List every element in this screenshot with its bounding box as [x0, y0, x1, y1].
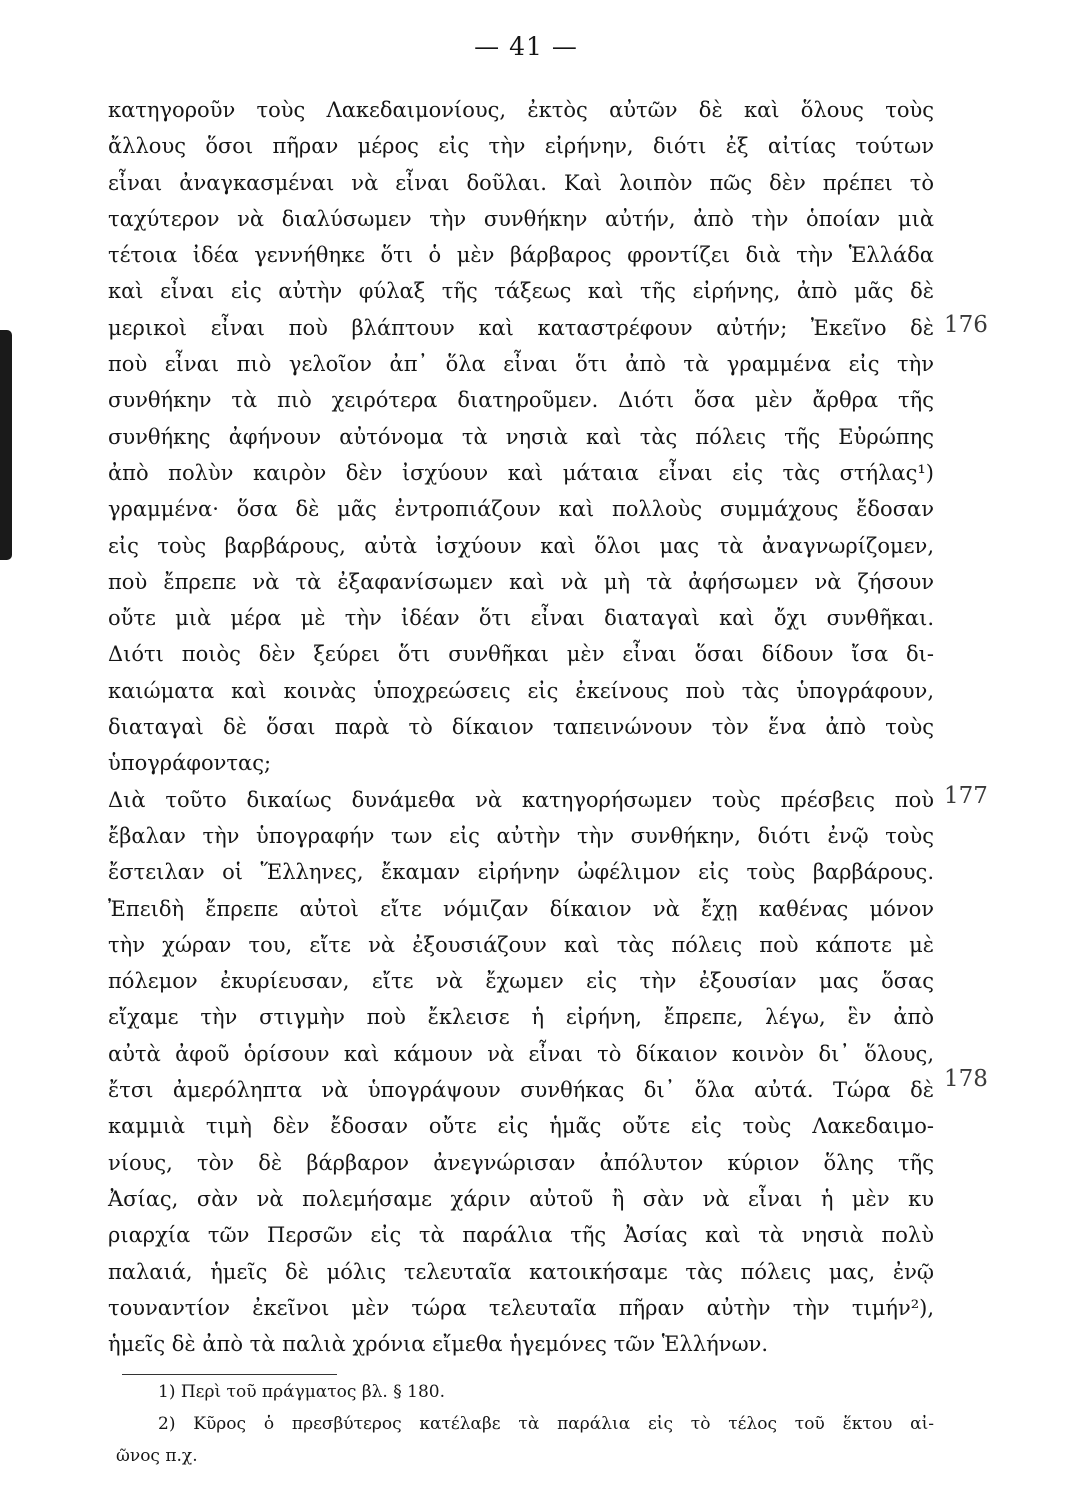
text-line: Ἀσίας, σὰν νὰ πολεμήσαμε χάριν αὐτοῦ ἢ σὰν νὰ εἶναι ἡ μὲν κυ: [108, 1186, 934, 1211]
body-text: [108, 92, 934, 1362]
margin-section-number: 176: [944, 312, 988, 338]
text-line: γραμμένα· ὅσα δὲ μᾶς ἐντροπιάζουν καὶ πολλοὺς συμμάχους ἔδοσαν: [108, 497, 934, 522]
footnotes: [108, 1376, 934, 1472]
text-line: Ἐπειδὴ ἔπρεπε αὐτοὶ εἴτε νόμιζαν δίκαιον νὰ ἔχῃ καθένας μόνον: [108, 896, 934, 921]
text-line: οὔτε μιὰ μέρα μὲ τὴν ἰδέαν ὅτι εἶναι διαταγαὶ καὶ ὄχι συνθῆκαι.: [108, 606, 934, 631]
text-line: αὐτὰ ἀφοῦ ὁρίσουν καὶ κάμουν νὰ εἶναι τὸ δίκαιον κοινὸν δι᾿ ὅλους,: [108, 1041, 934, 1066]
text-line: εἴχαμε τὴν στιγμὴν ποὺ ἔκλεισε ἡ εἰρήνη, ἔπρεπε, λέγω, ἓν ἀπὸ: [108, 1005, 934, 1030]
footnote-2: 2) Κῦρος ὁ πρεσβύτερος κατέλαβε τὰ παράλια εἰς τὸ τέλος τοῦ ἕκτου αἰ-: [158, 1414, 934, 1434]
text-line: συνθήκην τὰ πιὸ χειρότερα διατηροῦμεν. Διότι ὅσα μὲν ἄρθρα τῆς: [108, 388, 934, 413]
text-line: κατηγοροῦν τοὺς Λακεδαιμονίους, ἐκτὸς αὐτῶν δὲ καὶ ὅλους τοὺς: [108, 98, 934, 122]
text-line: τὴν χώραν του, εἴτε νὰ ἐξουσιάζουν καὶ τὰς πόλεις ποὺ κάποτε μὲ: [108, 932, 934, 957]
book-binding-edge: [0, 330, 12, 560]
text-line: τέτοια ἰδέα γεννήθηκε ὅτι ὁ μὲν βάρβαρος φροντίζει διὰ τὴν Ἑλλάδα: [108, 243, 934, 268]
footnote-1: 1) Περὶ τοῦ πράγματος βλ. § 180.: [158, 1382, 445, 1402]
text-line: ποὺ ἔπρεπε νὰ τὰ ἐξαφανίσωμεν καὶ νὰ μὴ τὰ ἀφήσωμεν νὰ ζήσουν: [108, 569, 934, 594]
margin-section-number: 178: [944, 1066, 988, 1092]
footnote-rule: [122, 1374, 337, 1375]
text-line: ἄλλους ὅσοι πῆραν μέρος εἰς τὴν εἰρήνην, διότι ἐξ αἰτίας τούτων: [108, 134, 934, 159]
text-line: ἔτσι ἀμερόληπτα νὰ ὑπογράψουν συνθήκας δι᾿ ὅλα αὐτά. Τώρα δὲ: [108, 1078, 934, 1103]
text-line: παλαιά, ἡμεῖς δὲ μόλις τελευταῖα κατοικήσαμε τὰς πόλεις μας, ἐνῷ: [108, 1259, 934, 1284]
text-line: Διότι ποιὸς δὲν ξεύρει ὅτι συνθῆκαι μὲν εἶναι ὅσαι δίδουν ἴσα δι-: [108, 642, 934, 667]
text-line: ριαρχία τῶν Περσῶν εἰς τὰ παράλια τῆς Ἀσίας καὶ τὰ νησιὰ πολὺ: [108, 1223, 934, 1248]
text-line: τουναντίον ἐκεῖνοι μὲν τώρα τελευταῖα πῆραν αὐτὴν τὴν τιμήν²),: [108, 1295, 934, 1320]
text-line: καιώματα καὶ κοινὰς ὑποχρεώσεις εἰς ἐκείνους ποὺ τὰς ὑπογράφουν,: [108, 678, 934, 703]
text-line: εἶναι ἀναγκασμέναι νὰ εἶναι δοῦλαι. Καὶ λοιπὸν πῶς δὲν πρέπει τὸ: [108, 170, 934, 195]
text-line: ἡμεῖς δὲ ἀπὸ τὰ παλιὰ χρόνια εἴμεθα ἡγεμόνες τῶν Ἑλλήνων.: [108, 1332, 769, 1357]
text-line: εἰς τοὺς βαρβάρους, αὐτὰ ἰσχύουν καὶ ὅλοι μας τὰ ἀναγνωρίζομεν,: [108, 533, 934, 558]
text-line: ἔστειλαν οἱ Ἕλληνες, ἔκαμαν εἰρήνην ὠφέλιμον εἰς τοὺς βαρβάρους.: [108, 860, 934, 885]
page-number: — 41 —: [474, 32, 578, 61]
text-line: καμμιὰ τιμὴ δὲν ἔδοσαν οὔτε εἰς ἡμᾶς οὔτε εἰς τοὺς Λακεδαιμο-: [108, 1114, 934, 1139]
footnote-2-continuation: ῶνος π.χ.: [116, 1446, 198, 1466]
text-line: καὶ εἶναι εἰς αὐτὴν φύλαξ τῆς τάξεως καὶ τῆς εἰρήνης, ἀπὸ μᾶς δὲ: [108, 279, 934, 304]
margin-section-number: 177: [944, 783, 988, 809]
text-line: ταχύτερον νὰ διαλύσωμεν τὴν συνθήκην αὐτήν, ἀπὸ τὴν ὁποίαν μιὰ: [108, 206, 934, 231]
text-line: ἀπὸ πολὺν καιρὸν δὲν ἰσχύουν καὶ μάταια εἶναι εἰς τὰς στήλας¹): [108, 460, 934, 485]
text-line: νίους, τὸν δὲ βάρβαρον ἀνεγνώρισαν ἀπόλυτον κύριον ὅλης τῆς: [108, 1150, 934, 1175]
text-line: μερικοὶ εἶναι ποὺ βλάπτουν καὶ καταστρέφουν αὐτήν; Ἐκεῖνο δὲ: [108, 315, 934, 340]
text-line: Διὰ τοῦτο δικαίως δυνάμεθα νὰ κατηγορήσωμεν τοὺς πρέσβεις ποὺ: [108, 787, 934, 812]
text-line: διαταγαὶ δὲ ὅσαι παρὰ τὸ δίκαιον ταπεινώνουν τὸν ἕνα ἀπὸ τοὺς: [108, 715, 934, 740]
text-line: ὑπογράφοντας;: [108, 751, 272, 776]
text-line: συνθήκης ἀφήνουν αὐτόνομα τὰ νησιὰ καὶ τὰς πόλεις τῆς Εὐρώπης: [108, 424, 934, 449]
text-line: πόλεμον ἐκυρίευσαν, εἴτε νὰ ἔχωμεν εἰς τὴν ἐξουσίαν μας ὅσας: [108, 969, 934, 994]
text-line: ποὺ εἶναι πιὸ γελοῖον ἀπ᾿ ὅλα εἶναι ὅτι ἀπὸ τὰ γραμμένα εἰς τὴν: [108, 352, 934, 377]
text-line: ἔβαλαν τὴν ὑπογραφήν των εἰς αὐτὴν τὴν συνθήκην, διότι ἐνῷ τοὺς: [108, 823, 934, 848]
